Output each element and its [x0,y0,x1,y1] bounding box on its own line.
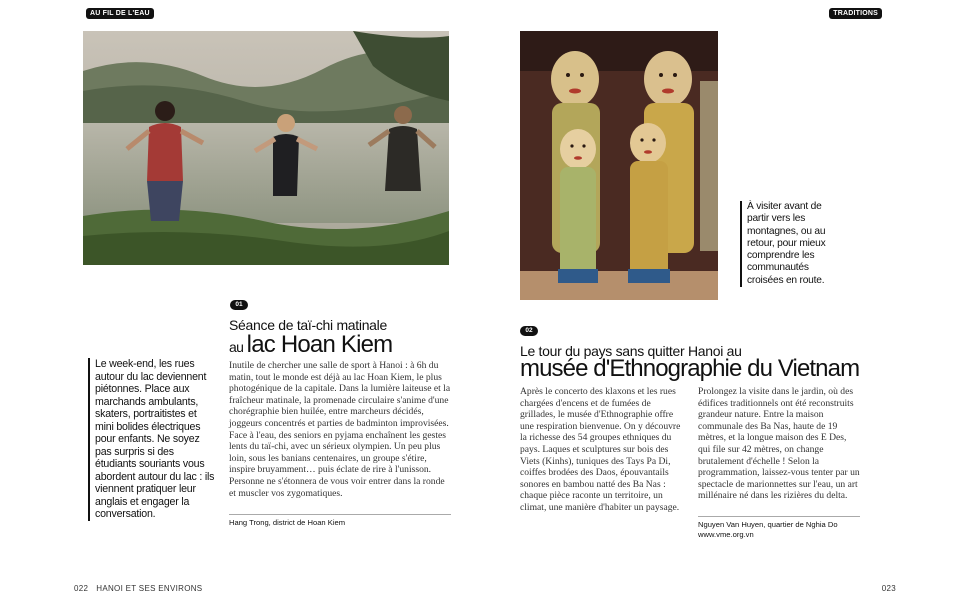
pull-quote: À visiter avant de partir vers les montagnes, ou au retour, pour mieux comprendre les communautés croisées en route. [740,201,838,287]
article-number-badge: 01 [230,300,248,310]
article-headline: musée d'Ethnographie du Vietnam [520,355,860,382]
page-number: 022 [74,584,89,593]
section-tag-left: AU FIL DE L'EAU [86,8,154,19]
address-caption: Hang Trong, district de Hoan Kiem [229,518,346,527]
article-body: Inutile de chercher une salle de sport à Hanoi : à 6h du matin, tout le monde est déjà au lac Hoan Kiem, le plus photogénique de la capitale. Dans la lumière laiteuse et la fraîcheur matinale, la promenade circulaire s'anime d'une chorégraphie bien huilée, entre marcheurs décidés, joggeurs concentrés et parties de badminton improvisées. Face à l'eau, des seniors en pyjama enchaînent les gestes lents du taï-chi, avec un sérieux olympien. Un peu plus loin, sous les banians centenaires, un groupe s'étire, inspire bruyamment… puis éclate de rire à l'unisson. Personne ne s'étonnera de vous voir entrer dans la ronde et muscler vos zygomatiques. [229,360,451,499]
article-headline [229,332,392,360]
article-body-column-2: Prolongez la visite dans le jardin, où des édifices traditionnels ont été reconstruits grandeur nature. Entre la maison communale des Ba Nas, haute de 19 mètres, et la longue maison des E Des, qui file sur 42 mètres, on change brutalement d'échelle ! Selon la programmation, laissez-vous tenter par un spectacle de marionnettes sur l'eau, un art millénaire né dans les rizières du delta. [698,386,860,502]
article-kicker: Séance de taï-chi matinale [229,317,387,333]
lake-taichi-photo [83,31,449,265]
caption-rule [698,516,860,517]
section-tag-right: TRADITIONS [829,8,882,19]
page-number: 023 [881,584,896,593]
caption-address: Nguyen Van Huyen, quartier de Nghia Do [698,520,838,529]
caption-website: www.vme.org.vn [698,530,754,539]
article-number-badge: 02 [520,326,538,336]
headline-title: lac Hoan Kiem [246,331,393,358]
pull-quote: Le week-end, les rues autour du lac deviennent piétonnes. Place aux marchands ambulants, skaters, portraitistes et mini bolides électriques pour enfants. Ne soyez pas surpris si des étudiants souriants vous abordent autour du lac : ils viennent pratiquer leur anglais et engager la conversation. [88,358,216,521]
running-section: HANOI ET SES ENVIRONS [96,584,203,593]
folio-left [74,584,202,593]
article-body-column-1: Après le concerto des klaxons et les rues chargées d'encens et de fumées de grillades, le musée d'Ethnographie offre une respiration bienvenue. On y découvre la richesse des 54 groupes ethniques du pays. Laques et sculptures sur bois des Viets (Kinhs), tuniques des Tays Pa Di, coiffes brodées des Daos, épouvantails sonores en bambou natté des Ba Nas : chaque pièce raconte un territoire, un climat, une manière d'habiter un paysage. [520,386,681,513]
caption-rule [229,514,451,515]
headline-prefix: au [229,339,244,355]
article-kicker: Le tour du pays sans quitter Hanoi au [520,343,742,359]
water-puppets-photo [520,31,718,300]
address-caption [698,520,860,540]
